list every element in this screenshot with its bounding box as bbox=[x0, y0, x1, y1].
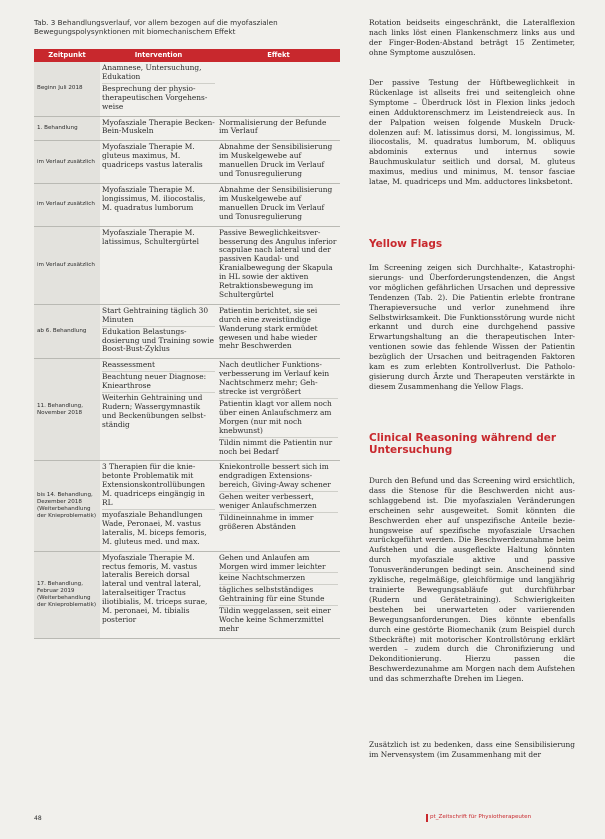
cell-zeitpunkt: 11. Behandlung, November 2018 bbox=[34, 359, 100, 461]
heading-yellow-flags: Yellow Flags bbox=[369, 238, 443, 250]
cell-effekt bbox=[217, 183, 340, 226]
table-row bbox=[34, 116, 340, 141]
effekt-item: Patientin berichtet, sie sei durch eine zweistündige Wanderung stark ermüdet gewesen und habe wieder mehr Beschwerden bbox=[219, 305, 318, 351]
table-row bbox=[34, 62, 340, 116]
intervention-item: Myofasziale Therapie Becken-Bein-Muskeln bbox=[102, 117, 215, 136]
page-number: 48 bbox=[34, 815, 42, 822]
paragraph-zusaetzlich: Zusätzlich ist zu bedenken, dass eine Sensibilisierung im Nervensystem (im Zusammenhang mit der bbox=[369, 740, 575, 759]
cell-intervention bbox=[100, 304, 217, 359]
cell-effekt bbox=[217, 226, 340, 304]
effekt-item: Tildin nimmt die Patientin nur noch bei Bedarf bbox=[219, 437, 333, 456]
effekt-item: Normalisierung der Befunde im Verlauf bbox=[219, 117, 327, 136]
heading-clinical-reasoning: Clinical Reasoning während der Untersuchung bbox=[369, 432, 557, 456]
intervention-item: Weiterhin Gehtraining und Rudern; Wassergymnastik und Beckenübungen selbstständig bbox=[102, 393, 206, 429]
cell-intervention bbox=[100, 461, 217, 551]
intervention-item: 3 Therapien für die kniebetonte Problematik mit Extensionskontrollübungen M. quadriceps eingängig in RL bbox=[102, 463, 215, 510]
intervention-item: Start Gehtraining täglich 30 Minuten bbox=[102, 307, 215, 327]
intervention-item: Edukation Belastungsdosierung und Training sowie Boost-Bust-Zyklus bbox=[102, 326, 214, 354]
paragraph-screening: Im Screening zeigen sich Durchhalte-, Katastrophisierungs- und Überforderungstendenzen, die Angst vor möglichen gefährlichen Ursachen und depressive Tendenzen (Tab. 2). Die Patientin erlebte frontrane Therapieversuche und verlor zunehmend ihre Selbstwirksamkeit. Die Funktionsstörung wurde nicht erkannt und durch eine durchgehend passive Erwartungshaltung an die therapeutischen Interventionen sowie das fehlende Wissen der Patientin bezüglich der Ursachen und beitragenden Faktoren kam es zum erlebten Kontrollverlust. Die Pathologisierung durch Ärzte und Therapeuten verstärkte in diesem Zusammenhang die Yellow Flags. bbox=[369, 263, 575, 391]
effekt-item: keine Nachtschmerzen bbox=[219, 574, 338, 585]
table-row bbox=[34, 551, 340, 638]
intervention-item: Besprechung der physiotherapeutischen Vorgehensweise bbox=[102, 83, 208, 111]
intervention-item: myofasziale Behandlungen Wade, Peronaei, M. vastus lateralis, M. biceps femoris, M. gluteus med. und max. bbox=[102, 509, 207, 546]
journal-name: pt_Zeitschrift für Physiotherapeuten bbox=[430, 814, 532, 820]
cell-zeitpunkt: im Verlauf zusätzlich bbox=[34, 183, 100, 226]
intervention-item: Reassessment bbox=[102, 361, 215, 372]
table-caption: Tab. 3 Behandlungsverlauf, vor allem bezogen auf die myofaszialen Bewegungspolysynktionen mit biomechanischem Effekt bbox=[34, 18, 278, 36]
cell-effekt bbox=[217, 359, 340, 461]
header-zeitpunkt: Zeitpunkt bbox=[34, 49, 100, 62]
effekt-item: Passive Beweglichkeitsverbesserung des Angulus inferior scapulae nach lateral und der passiven Kaudal- und Kranialbewegung der Skapula in HL sowie der aktiven Retraktionsbewegung im Schultergürtel bbox=[219, 227, 337, 299]
paragraph-testung: Der passive Testung der Hüftbeweglichkeit in Rückenlage ist allseits frei und seitengleich ohne Symptome – Überdruck löst in Flexion links jedoch einen Adduktorenschmerz im Leistendreieck aus. In der Palpation weisen folgende Muskeln Druckdolenzen auf: M. latissimus dorsi, M. longissimus, M. iliocostalis, M. quadratus lumborum, M. obliquus abdominis externus und internus sowie Bauchmuskulatur seitlich und dorsal, M. gluteus maximus, medius und minimus, M. tensor fasciae latae, M. quadriceps und Mm. adductores linksbetont. bbox=[369, 78, 575, 187]
effekt-item: Gehen weiter verbessert, weniger Anlaufschmerzen bbox=[219, 493, 338, 513]
table-header-row bbox=[34, 49, 340, 62]
effekt-item: Gehen und Anlaufen am Morgen wird immer leichter bbox=[219, 554, 338, 574]
table-body bbox=[34, 62, 340, 638]
cell-effekt bbox=[217, 461, 340, 551]
cell-intervention bbox=[100, 141, 217, 184]
cell-zeitpunkt: ab 6. Behandlung bbox=[34, 304, 100, 359]
cell-effekt bbox=[217, 304, 340, 359]
effekt-item: Nach deutlicher Funktionsverbesserung im Verlauf kein Nachtschmerz mehr; Gehstrecke ist vergrößert bbox=[219, 361, 338, 399]
intervention-item: Beachtung neuer Diagnose: Kniearthrose bbox=[102, 373, 215, 393]
cell-effekt bbox=[217, 116, 340, 141]
cell-zeitpunkt: 17. Behandlung, Februar 2019 (Weiterbehandlung der Knieproblematik) bbox=[34, 551, 100, 638]
cell-intervention bbox=[100, 551, 217, 638]
cell-effekt bbox=[217, 141, 340, 184]
intervention-item: Anamnese, Untersuchung, Edukation bbox=[102, 64, 215, 84]
effekt-item: Abnahme der Sensibilisierung im Muskelgewebe auf manuellen Druck im Verlauf und Tonusregulierung bbox=[219, 142, 333, 179]
intervention-item: Myofasziale Therapie M. longissimus, M. iliocostalis, M. quadratus lumborum bbox=[102, 184, 206, 212]
intervention-item: Myofasziale Therapie M. latissimus, Schultergürtel bbox=[102, 227, 200, 246]
cell-zeitpunkt: Beginn Juli 2018 bbox=[34, 62, 100, 116]
table-row bbox=[34, 226, 340, 304]
cell-zeitpunkt: bis 14. Behandlung, Dezember 2018 (Weiterbehandlung der Knieproblematik) bbox=[34, 461, 100, 551]
header-intervention: Intervention bbox=[100, 49, 217, 62]
intervention-item: Myofasziale Therapie M. gluteus maximus, M. quadriceps vastus lateralis bbox=[102, 142, 203, 170]
intervention-item: Myofasziale Therapie M. rectus femoris, M. vastus lateralis Bereich dorsal lateral und ventral lateral, lateralseitiger Tractus iliotibialis, M. triceps surae, M. peronaei, M. tibialis posterior bbox=[102, 552, 208, 624]
effekt-item: Kniekontrolle bessert sich im endgradigen Extensionsbereich, Giving-Away schener bbox=[219, 463, 338, 492]
cell-intervention bbox=[100, 359, 217, 461]
cell-zeitpunkt: im Verlauf zusätzlich bbox=[34, 226, 100, 304]
table-row bbox=[34, 461, 340, 551]
effekt-item: Tildin weggelassen, seit einer Woche keine Schmerzmittel mehr bbox=[219, 606, 331, 633]
cell-effekt bbox=[217, 551, 340, 638]
table-row bbox=[34, 359, 340, 461]
cell-intervention bbox=[100, 183, 217, 226]
header-effekt: Effekt bbox=[217, 49, 340, 62]
treatment-table bbox=[34, 49, 340, 639]
paragraph-rotation: Rotation beidseits eingeschränkt, die Lateralflexion nach links löst einen Flankenschmerz links aus und der Finger-Boden-Abstand beträgt 15 Zentimeter, ohne Symptome auszulösen. bbox=[369, 18, 575, 57]
effekt-item: Abnahme der Sensibilisierung im Muskelgewebe auf manuellen Druck im Verlauf und Tonusregulierung bbox=[219, 184, 333, 221]
effekt-item: tägliches selbstständiges Gehtraining für eine Stunde bbox=[219, 586, 338, 606]
effekt-item: Tildineinnahme in immer größeren Abständen bbox=[219, 512, 314, 531]
effekt-item: Patientin klagt vor allem noch über einen Anlaufschmerz am Morgen (nur mit noch knebwunst) bbox=[219, 400, 338, 438]
cell-zeitpunkt: 1. Behandlung bbox=[34, 116, 100, 141]
paragraph-befund: Durch den Befund und das Screening wird ersichtlich, dass die Stenose für die Beschwerden nicht ausschlaggebend ist. Die myofaszialen Veränderungen erscheinen sehr ausgeweitet. Somit könnten die Beschwerden eher auf unspezifische Anteile beziehungsweise auf spezifische myofasziale Ursachen zurückgeführt werden. Die Beschwerdezunahme beim Aufstehen und die ausgefleckte Haltung könnten durch myofasziale aktive und passive Tonusveränderungen bedingt sein. Anscheinend sind zyklische, regelmäßige, gleichförmige und langjährig trainierte Bewegungsabläufe gut durchführbar (Rudern und Gerätetraining). Schwierigkeiten bestehen bei unerwarteten oder variierenden Bewegungsanforderungen. Dies könnte ebenfalls durch eine gestörte Biomechanik (zum Beispiel durch Stbeckräfte) mit motorischer Kontrollstörung erklärt werden – zudem durch die Chronifizierung und Dekonditionierung. Hierzu passen die Beschwerdezunahme am Morgen nach dem Aufstehen und das schmerzhafte Drehen im Liegen. bbox=[369, 476, 575, 684]
cell-effekt bbox=[217, 62, 340, 116]
footer-accent-bar bbox=[426, 814, 428, 822]
table-row bbox=[34, 141, 340, 184]
cell-intervention bbox=[100, 226, 217, 304]
cell-intervention bbox=[100, 62, 217, 116]
cell-intervention bbox=[100, 116, 217, 141]
table-row bbox=[34, 183, 340, 226]
table-row bbox=[34, 304, 340, 359]
cell-zeitpunkt: im Verlauf zusätzlich bbox=[34, 141, 100, 184]
effekt-item bbox=[219, 64, 338, 65]
